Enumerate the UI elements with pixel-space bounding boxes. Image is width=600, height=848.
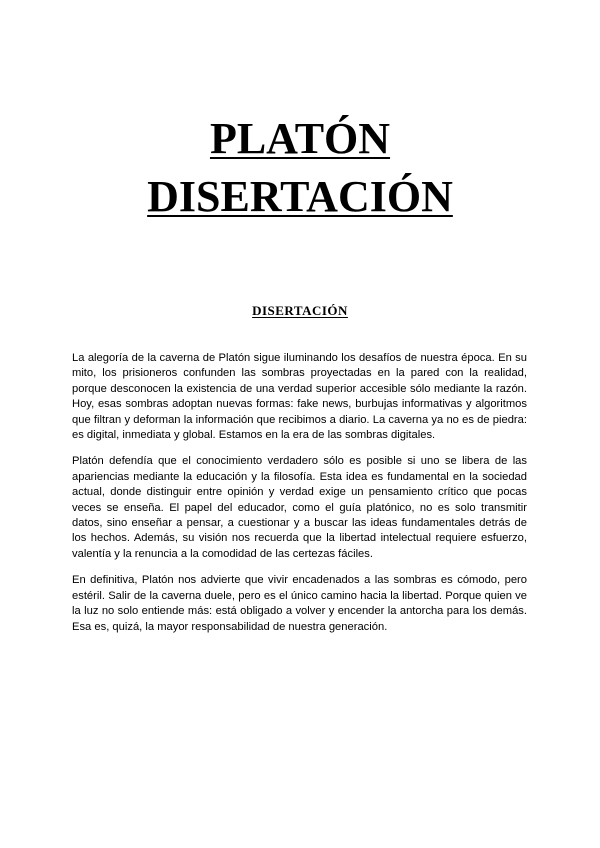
- title-line-1: PLATÓN: [209, 114, 391, 163]
- section-heading: DISERTACIÓN: [252, 303, 348, 318]
- page-title: [0, 110, 600, 226]
- paragraph-2: Platón defendía que el conocimiento verdadero sólo es posible si uno se libera de las apariencias mediante la educación y la filosofía. Esta idea es fundamental en la sociedad actual, donde distinguir entre opinión y verdad exige un pensamiento crítico que pocas veces se enseña. El papel del educador, como el guía platónico, no es solo transmitir datos, sino enseñar a pensar, a cuestionar y a buscar las ideas fundamentales detrás de los hechos. Además, su visión nos recuerda que la libertad intelectual requiere esfuerzo, valentía y la renuncia a la comodidad de las certezas fáciles.: [72, 455, 527, 560]
- paragraph-3: En definitiva, Platón nos advierte que vivir encadenados a las sombras es cómodo, pero estéril. Salir de la caverna duele, pero es el único camino hacia la libertad. Porque quien ve la luz no solo entiende más: está obligado a volver y encender la antorcha para los demás. Esa es, quizá, la mayor responsabilidad de nuestra generación.: [72, 574, 527, 633]
- title-line-2: DISERTACIÓN: [147, 172, 453, 221]
- paragraph-1: La alegoría de la caverna de Platón sigue iluminando los desafíos de nuestra época. En su mito, los prisioneros confunden las sombras proyectadas en la pared con la realidad, porque desconocen la existencia de una verdad superior accesible sólo mediante la razón. Hoy, esas sombras adoptan nuevas formas: fake news, burbujas informativas y algoritmos que filtran y deforman la información que recibimos a diario. La caverna ya no es de piedra: es digital, inmediata y global. Estamos en la era de las sombras digitales.: [72, 352, 527, 442]
- body-text: [72, 351, 527, 646]
